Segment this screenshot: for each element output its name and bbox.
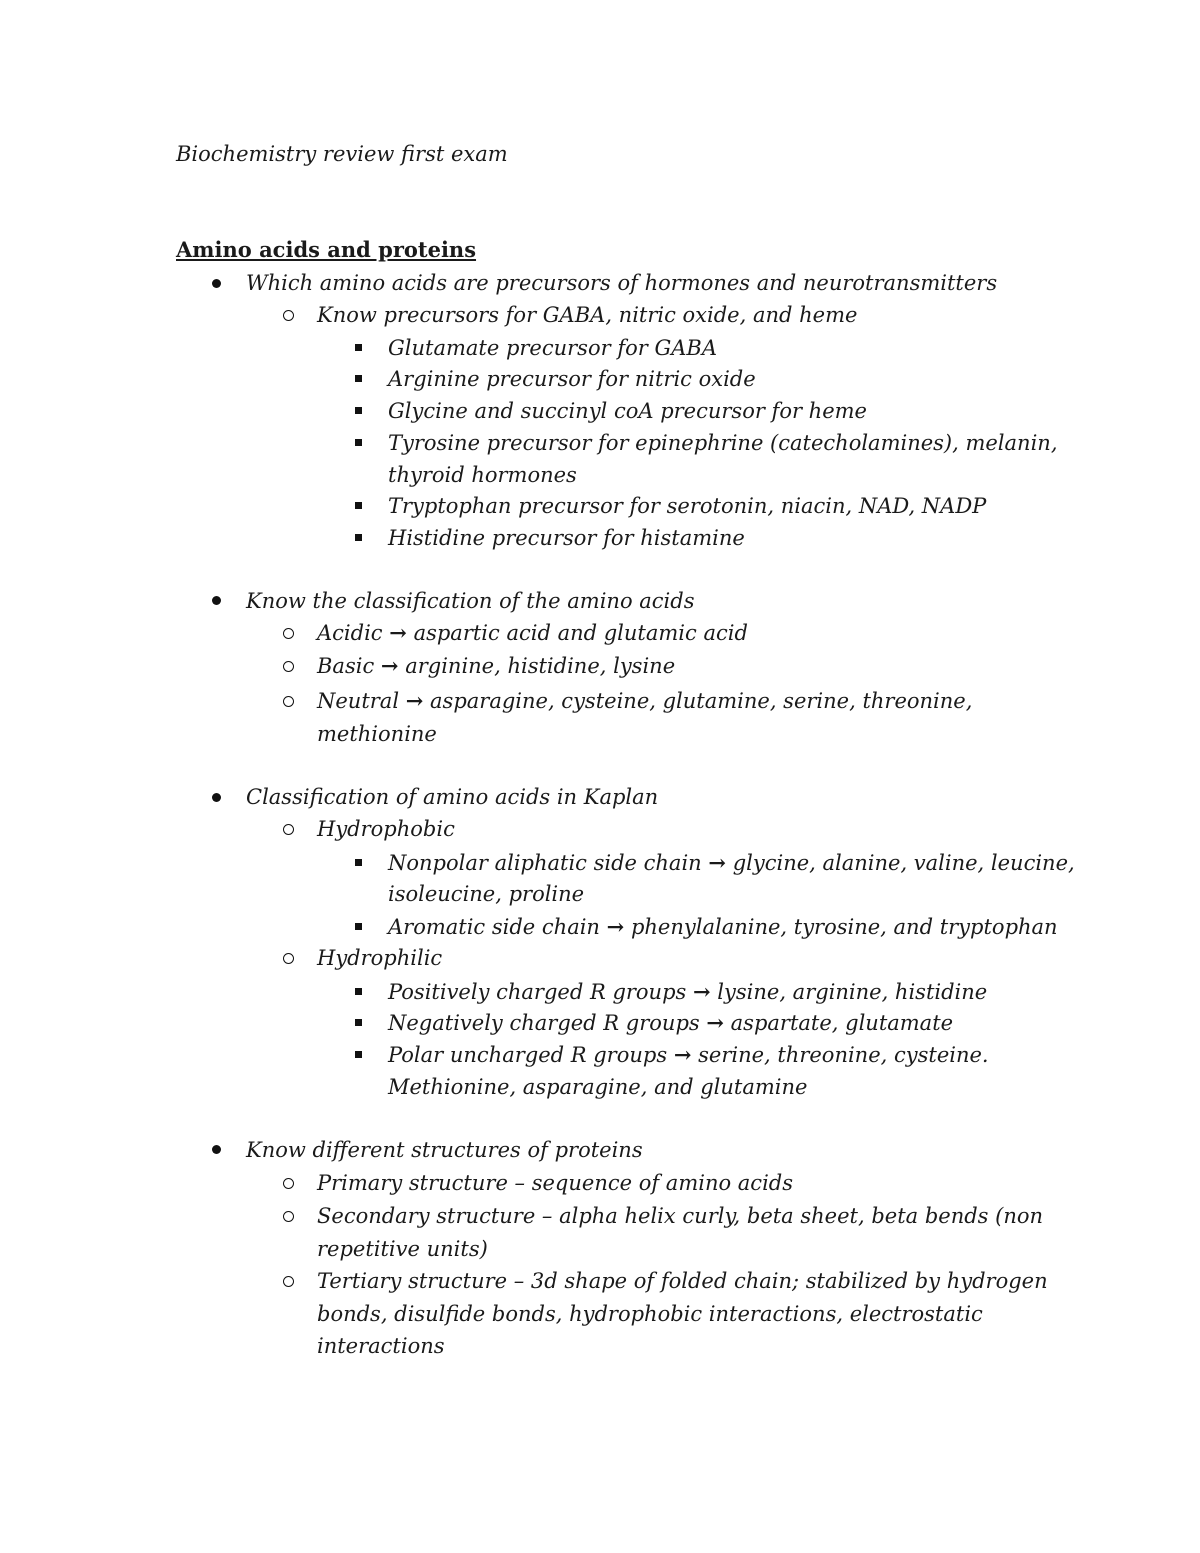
outline-subitem: Neutral → asparagine, cysteine, glutamine, serine, threonine, [317,688,973,713]
circle-bullet-icon [283,1211,294,1222]
disc-bullet-icon [212,1145,221,1154]
outline-subsubitem: Arginine precursor for nitric oxide [388,367,756,391]
outline-subitem: Acidic → aspartic acid and glutamic acid [317,620,748,645]
circle-bullet-icon [283,661,294,672]
arrow-icon: → [708,850,726,875]
outline-subitem: Primary structure – sequence of amino acids [317,1171,794,1195]
outline-subitem: Hydrophilic [317,946,443,970]
disc-bullet-icon [212,279,221,288]
arrow-icon: → [606,914,625,939]
square-bullet-icon [355,988,362,995]
square-bullet-icon [355,859,362,866]
outline-subsubitem: Aromatic side chain → phenylalanine, tyrosine, and tryptophan [388,914,1058,939]
outline-subsubitem: Negatively charged R groups → aspartate, glutamate [388,1010,954,1035]
outline-item: Know different structures of proteins [246,1138,643,1162]
circle-bullet-icon [283,310,294,321]
outline-continuation: methionine [317,722,437,746]
square-bullet-icon [355,923,362,930]
outline-subsubitem: Glycine and succinyl coA precursor for heme [388,399,867,423]
outline-subsubitem: Histidine precursor for histamine [388,526,745,550]
disc-bullet-icon [212,793,221,802]
circle-bullet-icon [283,628,294,639]
outline-subsubitem: Glutamate precursor for GABA [388,336,717,360]
outline-item: Which amino acids are precursors of hormones and neurotransmitters [246,271,998,295]
square-bullet-icon [355,502,362,509]
disc-bullet-icon [212,596,221,605]
arrow-icon: → [673,1042,692,1067]
circle-bullet-icon [283,1276,294,1287]
circle-bullet-icon [283,1178,294,1189]
outline-subitem: Tertiary structure – 3d shape of folded chain; stabilized by hydrogen [317,1269,1048,1293]
square-bullet-icon [355,375,362,382]
outline-subsubitem: Tyrosine precursor for epinephrine (catecholamines), melanin, [388,431,1058,455]
arrow-icon: → [405,688,424,713]
outline-continuation: bonds, disulfide bonds, hydrophobic interactions, electrostatic [317,1302,983,1326]
circle-bullet-icon [283,953,294,964]
outline-subsubitem: Positively charged R groups → lysine, arginine, histidine [388,979,988,1004]
arrow-icon: → [389,620,407,645]
outline-continuation: repetitive units) [317,1237,488,1261]
square-bullet-icon [355,407,362,414]
outline-subitem: Hydrophobic [317,817,455,841]
arrow-icon: → [706,1010,724,1035]
document-title: Biochemistry review first exam [176,142,508,166]
square-bullet-icon [355,1051,362,1058]
outline-continuation: thyroid hormones [388,463,577,487]
outline-subitem: Basic → arginine, histidine, lysine [317,653,676,678]
square-bullet-icon [355,439,362,446]
outline-item: Know the classification of the amino acids [246,589,695,613]
outline-continuation: interactions [317,1334,445,1358]
outline-subsubitem: Polar uncharged R groups → serine, threonine, cysteine. [388,1042,989,1067]
outline-subitem: Secondary structure – alpha helix curly, beta sheet, beta bends (non [317,1204,1044,1228]
outline-subsubitem: Nonpolar aliphatic side chain → glycine, alanine, valine, leucine, [388,850,1075,875]
outline-continuation: isoleucine, proline [388,882,585,906]
square-bullet-icon [355,344,362,351]
outline-item: Classification of amino acids in Kaplan [246,785,659,809]
square-bullet-icon [355,1019,362,1026]
outline-continuation: Methionine, asparagine, and glutamine [388,1075,808,1099]
outline-subitem: Know precursors for GABA, nitric oxide, and heme [317,303,858,327]
circle-bullet-icon [283,824,294,835]
arrow-icon: → [380,653,399,678]
section-heading: Amino acids and proteins [176,237,477,262]
outline-subsubitem: Tryptophan precursor for serotonin, niacin, NAD, NADP [388,494,987,518]
square-bullet-icon [355,534,362,541]
circle-bullet-icon [283,696,294,707]
arrow-icon: → [693,979,711,1004]
